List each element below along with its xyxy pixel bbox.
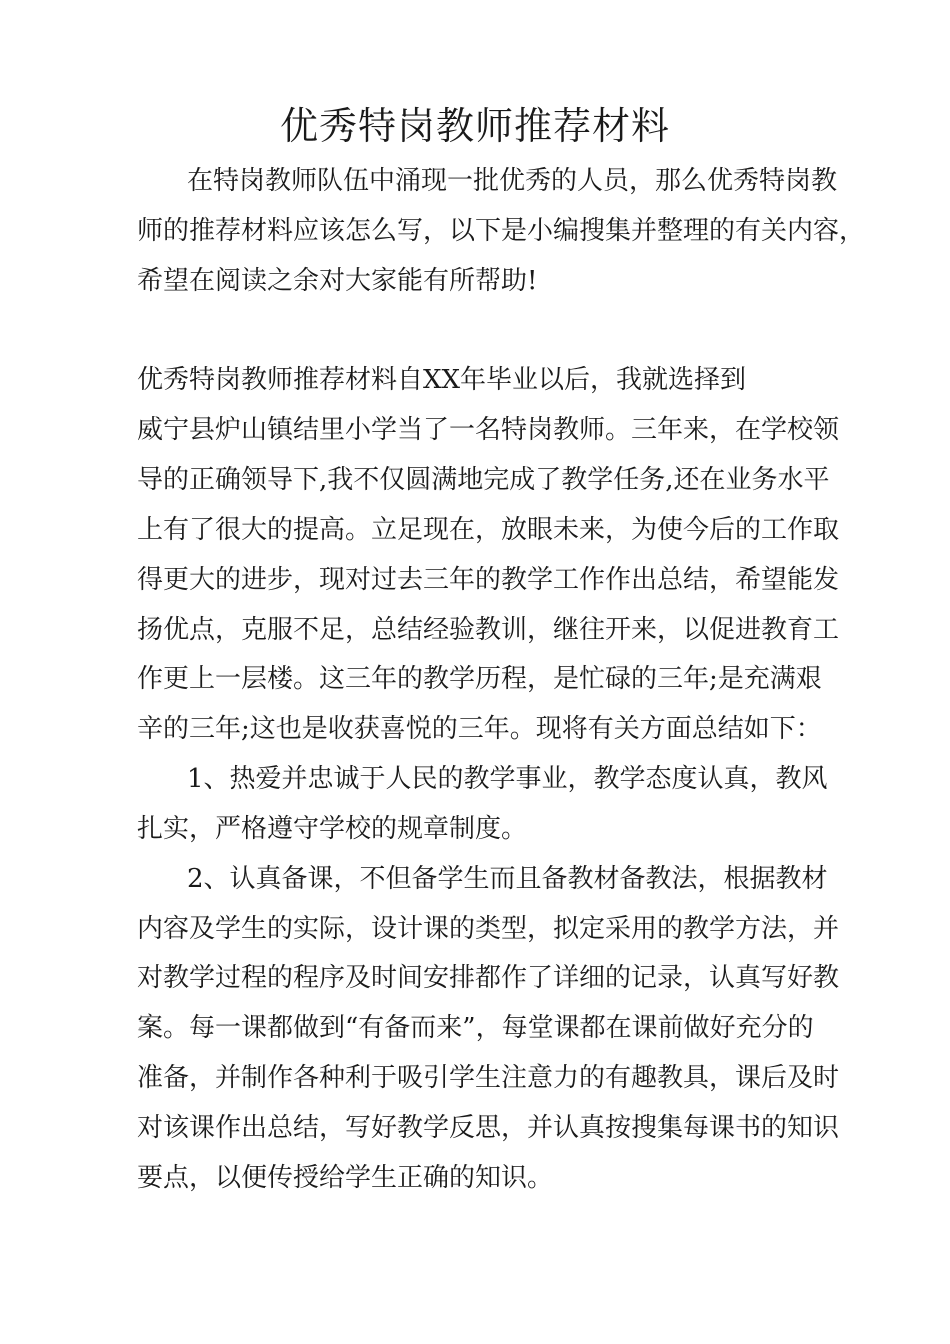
body-line-14: 案。每一课都做到“有备而来”，每堂课都在课前做好充分的 — [137, 1013, 814, 1043]
body-line-10: 扎实，严格遵守学校的规章制度。 — [137, 814, 528, 844]
body-line-16: 对该课作出总结，写好教学反思，并认真按搜集每课书的知识 — [137, 1113, 840, 1143]
document-title: 优秀特岗教师推荐材料 — [279, 104, 670, 148]
body-line-6: 扬优点，克服不足，总结经验教训，继往开来，以促进教育工 — [137, 615, 840, 645]
body-line-5: 得更大的进步，现对过去三年的教学工作作出总结，希望能发 — [137, 565, 840, 595]
body-line-12: 内容及学生的实际，设计课的类型，拟定采用的教学方法，并 — [137, 914, 840, 944]
body-line-9: 1、热爱并忠诚于人民的教学事业，教学态度认真，教风 — [187, 764, 828, 794]
body-line-4: 上有了很大的提高。立足现在，放眼未来，为使今后的工作取 — [137, 515, 840, 545]
body-line-3: 导的正确领导下,我不仅圆满地完成了教学任务,还在业务水平 — [137, 465, 830, 495]
intro-line-3: 希望在阅读之余对大家能有所帮助! — [137, 266, 538, 296]
body-line-17: 要点，以便传授给学生正确的知识。 — [137, 1163, 554, 1193]
body-line-13: 对教学过程的程序及时间安排都作了详细的记录，认真写好教 — [137, 963, 840, 993]
body-line-8: 辛的三年;这也是收获喜悦的三年。现将有关方面总结如下： — [137, 714, 822, 744]
intro-line-1: 在特岗教师队伍中涌现一批优秀的人员，那么优秀特岗教 — [187, 166, 838, 196]
body-line-2: 威宁县炉山镇结里小学当了一名特岗教师。三年来，在学校领 — [137, 415, 840, 445]
body-line-7: 作更上一层楼。这三年的教学历程，是忙碌的三年;是充满艰 — [137, 664, 822, 694]
intro-line-2: 师的推荐材料应该怎么写，以下是小编搜集并整理的有关内容， — [137, 216, 866, 246]
body-line-1: 优秀特岗教师推荐材料自XX年毕业以后，我就选择到 — [137, 365, 747, 395]
body-line-11: 2、认真备课，不但备学生而且备教材备教法，根据教材 — [187, 864, 828, 894]
body-line-15: 准备，并制作各种利于吸引学生注意力的有趣教具，课后及时 — [137, 1063, 840, 1093]
